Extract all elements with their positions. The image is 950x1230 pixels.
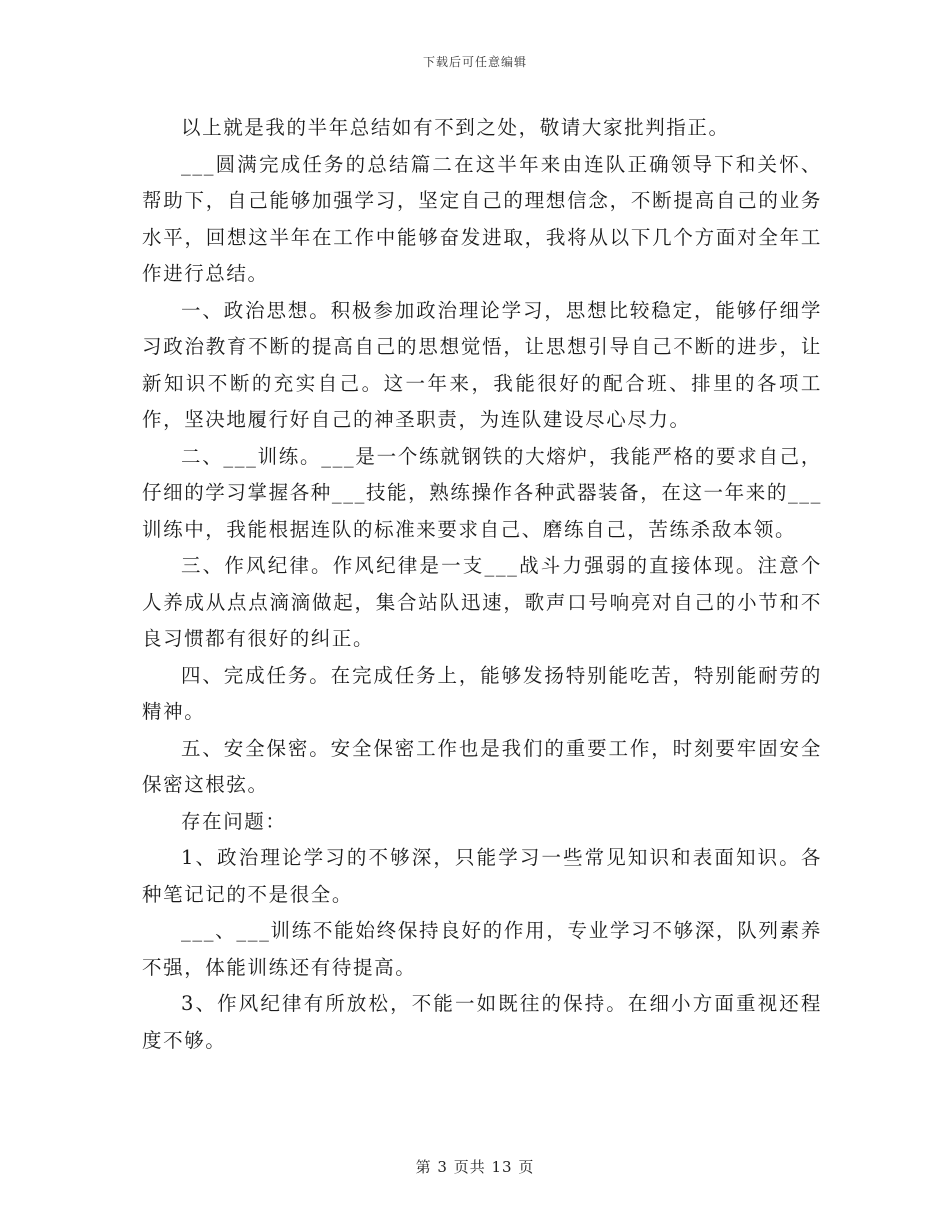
paragraph-intro: ___圆满完成任务的总结篇二在这半年来由连队正确领导下和关怀、帮助下，自己能够加强学习，坚定自己的理想信念，不断提高自己的业务水平，回想这半年在工作中能够奋发进取，我将从以下几个方面对全年工作进行总结。 — [142, 152, 822, 285]
paragraph-problem-3: 3、作风纪律有所放松，不能一如既往的保持。在细小方面重视还程度不够。 — [142, 992, 822, 1052]
paragraph-problem-1: 1、政治理论学习的不够深，只能学习一些常见知识和表面知识。各种笔记记的不是很全。 — [142, 846, 822, 906]
document-body — [142, 110, 822, 1059]
page-header: 下载后可任意编辑 — [422, 55, 527, 69]
paragraph-problem-2: ___、___训练不能始终保持良好的作用，专业学习不够深，队列素养不强，体能训练还有待提高。 — [142, 919, 822, 979]
paragraph-security: 五、安全保密。安全保密工作也是我们的重要工作，时刻要牢固安全保密这根弦。 — [142, 736, 822, 796]
page-number: 第 3 页共 13 页 — [415, 1158, 535, 1176]
paragraph-political: 一、政治思想。积极参加政治理论学习，思想比较稳定，能够仔细学习政治教育不断的提高自己的思想觉悟，让思想引导自己不断的进步，让新知识不断的充实自己。这一年来，我能很好的配合班、排里的各项工作，坚决地履行好自己的神圣职责，为连队建设尽心尽力。 — [142, 298, 822, 431]
paragraph-problems-heading: 存在问题： — [181, 809, 287, 833]
paragraph-closing: 以上就是我的半年总结如有不到之处，敬请大家批判指正。 — [181, 116, 730, 139]
paragraph-discipline: 三、作风纪律。作风纪律是一支___战斗力强弱的直接体现。注意个人养成从点点滴滴做起，集合站队迅速，歌声口号响亮对自己的小节和不良习惯都有很好的纠正。 — [142, 554, 822, 650]
paragraph-training: 二、___训练。___是一个练就钢铁的大熔炉，我能严格的要求自己，仔细的学习掌握各种___技能，熟练操作各种武器装备，在这一年来的___训练中，我能根据连队的标准来要求自己、磨练自己，苦练杀敌本领。 — [142, 444, 823, 541]
paragraph-tasks: 四、完成任务。在完成任务上，能够发扬特别能吃苦，特别能耐劳的精神。 — [142, 663, 822, 723]
